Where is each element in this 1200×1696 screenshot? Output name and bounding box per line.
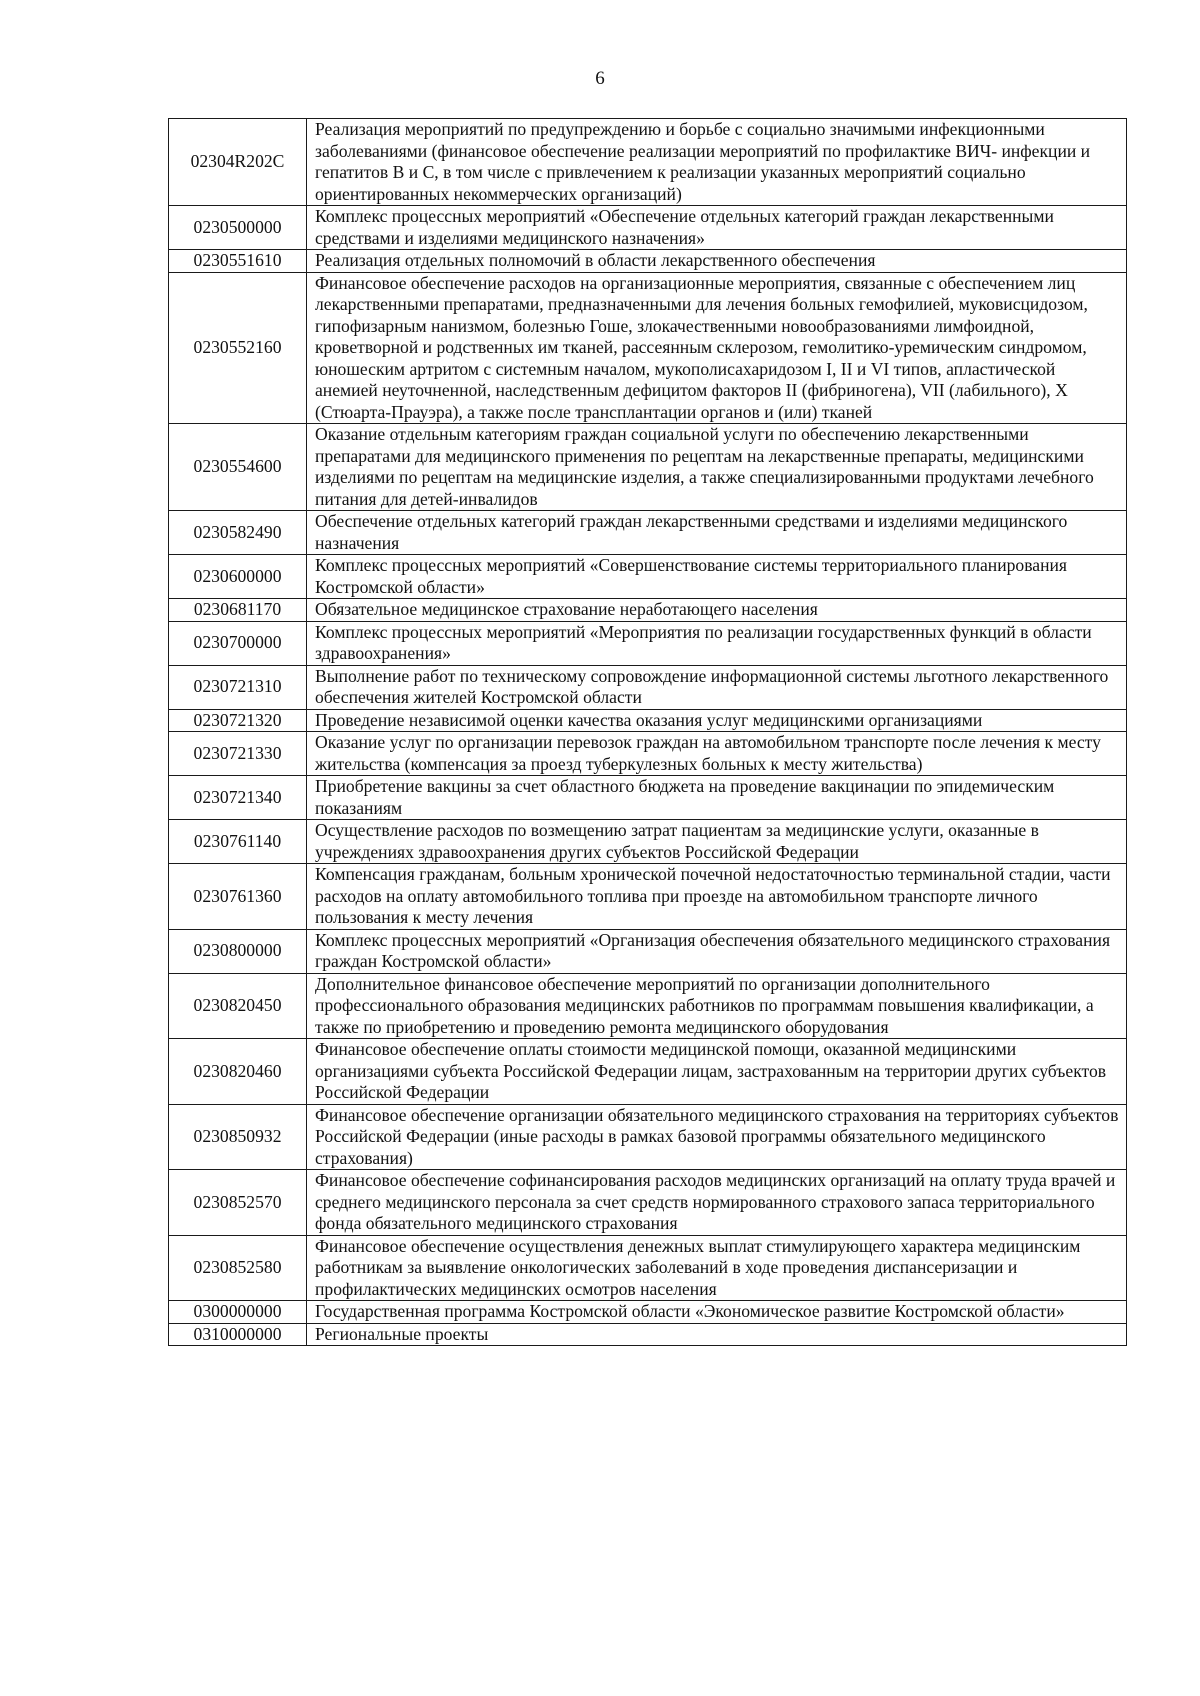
row-name: Государственная программа Костромской области «Экономическое развитие Костромской области» bbox=[307, 1301, 1127, 1324]
row-code: 0230721310 bbox=[169, 665, 307, 709]
row-code: 0230721340 bbox=[169, 776, 307, 820]
row-name: Региональные проекты bbox=[307, 1323, 1127, 1346]
table-row bbox=[169, 1235, 1127, 1301]
table-row bbox=[169, 555, 1127, 599]
table-row bbox=[169, 272, 1127, 424]
table-row bbox=[169, 1301, 1127, 1324]
row-code: 0300000000 bbox=[169, 1301, 307, 1324]
table-row bbox=[169, 864, 1127, 930]
row-name: Комплекс процессных мероприятий «Совершенствование системы территориального планирования Костромской области» bbox=[307, 555, 1127, 599]
table-row bbox=[169, 511, 1127, 555]
row-code: 0230600000 bbox=[169, 555, 307, 599]
table-row bbox=[169, 665, 1127, 709]
row-name: Обеспечение отдельных категорий граждан лекарственными средствами и изделиями медицинского назначения bbox=[307, 511, 1127, 555]
row-name: Осуществление расходов по возмещению затрат пациентам за медицинские услуги, оказанные в учреждениях здравоохранения других субъектов Российской Федерации bbox=[307, 820, 1127, 864]
page-number: 6 bbox=[595, 68, 605, 89]
row-name: Комплекс процессных мероприятий «Мероприятия по реализации государственных функций в области здравоохранения» bbox=[307, 621, 1127, 665]
row-code: 0230551610 bbox=[169, 250, 307, 273]
row-code: 0230721330 bbox=[169, 732, 307, 776]
row-name: Комплекс процессных мероприятий «Обеспечение отдельных категорий граждан лекарственными средствами и изделиями медицинского назначения» bbox=[307, 206, 1127, 250]
row-code: 0230852570 bbox=[169, 1170, 307, 1236]
table-row bbox=[169, 119, 1127, 206]
row-code: 0230721320 bbox=[169, 709, 307, 732]
row-code: 0230681170 bbox=[169, 599, 307, 622]
row-name: Обязательное медицинское страхование неработающего населения bbox=[307, 599, 1127, 622]
table-row bbox=[169, 776, 1127, 820]
table-row bbox=[169, 973, 1127, 1039]
table-row bbox=[169, 929, 1127, 973]
row-name: Оказание услуг по организации перевозок граждан на автомобильном транспорте после лечения к месту жительства (компенсация за проезд туберкулезных больных к месту жительства) bbox=[307, 732, 1127, 776]
table-row bbox=[169, 709, 1127, 732]
row-name: Оказание отдельным категориям граждан социальной услуги по обеспечению лекарственными препаратами для медицинского применения по рецептам на лекарственные препараты, медицинскими изделиями по рецептам на медицинские изделия, а также специализированными продуктами лечебного питания для детей-инвалидов bbox=[307, 424, 1127, 511]
table-row bbox=[169, 1039, 1127, 1105]
table-row bbox=[169, 820, 1127, 864]
table-row bbox=[169, 1104, 1127, 1170]
budget-code-table bbox=[168, 118, 1127, 1346]
row-code: 0230761140 bbox=[169, 820, 307, 864]
row-name: Проведение независимой оценки качества оказания услуг медицинскими организациями bbox=[307, 709, 1127, 732]
row-code: 0230820460 bbox=[169, 1039, 307, 1105]
row-code: 02304R202C bbox=[169, 119, 307, 206]
row-code: 0230850932 bbox=[169, 1104, 307, 1170]
table-row bbox=[169, 1323, 1127, 1346]
table-row bbox=[169, 206, 1127, 250]
row-code: 0230552160 bbox=[169, 272, 307, 424]
row-name: Компенсация гражданам, больным хронической почечной недостаточностью терминальной стадии, части расходов на оплату автомобильного топлива при проезде на автомобильном транспорте личного пользования к месту лечения bbox=[307, 864, 1127, 930]
row-code: 0310000000 bbox=[169, 1323, 307, 1346]
row-name: Финансовое обеспечение осуществления денежных выплат стимулирующего характера медицинским работникам за выявление онкологических заболеваний в ходе проведения диспансеризации и профилактических медицинских осмотров населения bbox=[307, 1235, 1127, 1301]
row-code: 0230554600 bbox=[169, 424, 307, 511]
row-code: 0230852580 bbox=[169, 1235, 307, 1301]
row-code: 0230500000 bbox=[169, 206, 307, 250]
row-name: Финансовое обеспечение софинансирования расходов медицинских организаций на оплату труда врачей и среднего медицинского персонала за счет средств нормированного страхового запаса территориального фонда обязательного медицинского страхования bbox=[307, 1170, 1127, 1236]
row-name: Финансовое обеспечение оплаты стоимости медицинской помощи, оказанной медицинскими организациями субъекта Российской Федерации лицам, застрахованным на территории других субъектов Российской Федерации bbox=[307, 1039, 1127, 1105]
row-name: Финансовое обеспечение организации обязательного медицинского страхования на территориях субъектов Российской Федерации (иные расходы в рамках базовой программы обязательного медицинского страхования) bbox=[307, 1104, 1127, 1170]
table-row bbox=[169, 1170, 1127, 1236]
row-code: 0230700000 bbox=[169, 621, 307, 665]
row-name: Реализация отдельных полномочий в области лекарственного обеспечения bbox=[307, 250, 1127, 273]
table-row bbox=[169, 621, 1127, 665]
row-code: 0230820450 bbox=[169, 973, 307, 1039]
row-code: 0230761360 bbox=[169, 864, 307, 930]
table-row bbox=[169, 732, 1127, 776]
row-name: Приобретение вакцины за счет областного бюджета на проведение вакцинации по эпидемическим показаниям bbox=[307, 776, 1127, 820]
row-code: 0230800000 bbox=[169, 929, 307, 973]
row-name: Дополнительное финансовое обеспечение мероприятий по организации дополнительного профессионального образования медицинских работников по программам повышения квалификации, а также по приобретению и проведению ремонта медицинского оборудования bbox=[307, 973, 1127, 1039]
row-name: Выполнение работ по техническому сопровождение информационной системы льготного лекарственного обеспечения жителей Костромской области bbox=[307, 665, 1127, 709]
row-name: Реализация мероприятий по предупреждению и борьбе с социально значимыми инфекционными заболеваниями (финансовое обеспечение реализации мероприятий по профилактике ВИЧ- инфекции и гепатитов В и С, в том числе с привлечением к реализации указанных мероприятий социально ориентированных некоммерческих организаций) bbox=[307, 119, 1127, 206]
table-row bbox=[169, 250, 1127, 273]
table-row bbox=[169, 424, 1127, 511]
row-name: Финансовое обеспечение расходов на организационные мероприятия, связанные с обеспечением лиц лекарственными препаратами, предназначенными для лечения больных гемофилией, муковисцидозом, гипофизарным нанизмом, болезнью Гоше, злокачественными новообразованиями лимфоидной, кроветворной и родственных им тканей, рассеянным склерозом, гемолитико-уремическим синдромом, юношеским артритом с системным началом, мукополисахаридозом I, II и VI типов, апластической анемией неуточненной, наследственным дефицитом факторов II (фибриногена), VII (лабильного), X (Стюарта-Прауэра), а также после трансплантации органов и (или) тканей bbox=[307, 272, 1127, 424]
row-name: Комплекс процессных мероприятий «Организация обеспечения обязательного медицинского страхования граждан Костромской области» bbox=[307, 929, 1127, 973]
row-code: 0230582490 bbox=[169, 511, 307, 555]
table-row bbox=[169, 599, 1127, 622]
